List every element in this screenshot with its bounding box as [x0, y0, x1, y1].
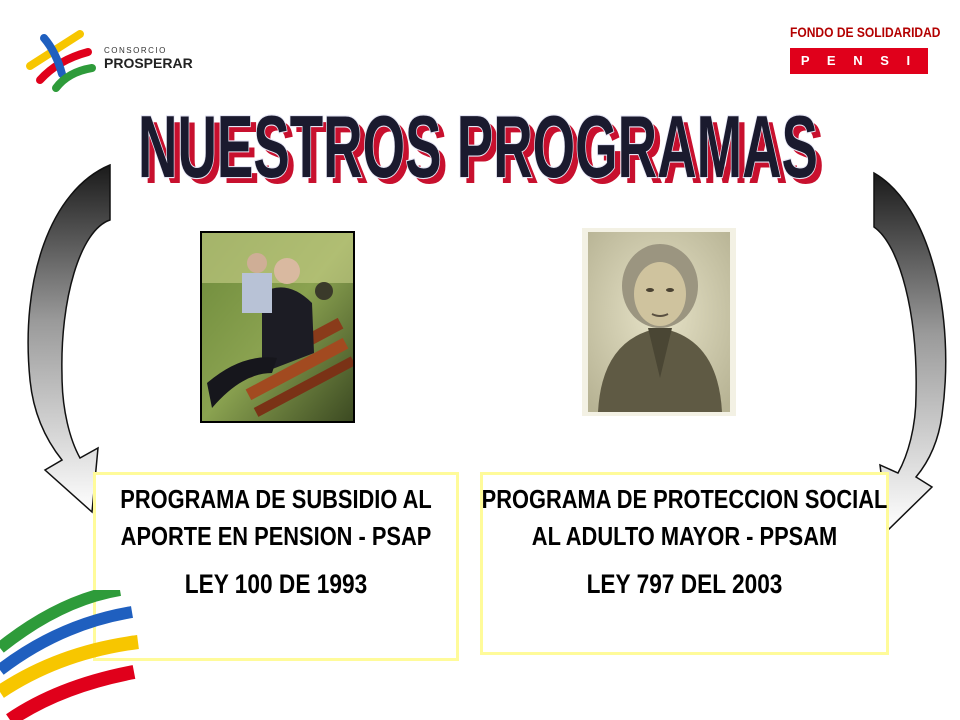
- fondo-logo-line1: FONDO DE SOLIDARIDAD: [790, 24, 941, 40]
- program-box-psap: [93, 472, 459, 661]
- program-law-ppsam: LEY 797 DEL 2003: [586, 569, 783, 599]
- title-shadow: NUESTROS PROGRAMAS: [144, 103, 824, 198]
- photo-elderly-woman: [582, 228, 736, 416]
- logo-brand-name: PROSPERAR: [104, 55, 193, 71]
- title-text: NUESTROS PROGRAMAS: [138, 97, 818, 196]
- fondo-solidaridad-logo: [790, 24, 941, 94]
- fondo-logo-line2: P E N S I O N A L: [790, 48, 928, 74]
- program-law-psap: LEY 100 DE 1993: [184, 569, 368, 599]
- decorative-swoosh-icon: [0, 590, 140, 720]
- logo-small-text: CONSORCIO: [104, 46, 167, 55]
- program-title-psap: PROGRAMA DE SUBSIDIO AL APORTE EN PENSION - PSAP: [120, 484, 432, 551]
- photo-elderly-men-bench: [200, 231, 355, 423]
- program-title-ppsam: PROGRAMA DE PROTECCION SOCIAL AL ADULTO MAYOR - PPSAM: [481, 484, 888, 551]
- program-box-ppsam: [480, 472, 889, 655]
- page-title: [0, 88, 960, 198]
